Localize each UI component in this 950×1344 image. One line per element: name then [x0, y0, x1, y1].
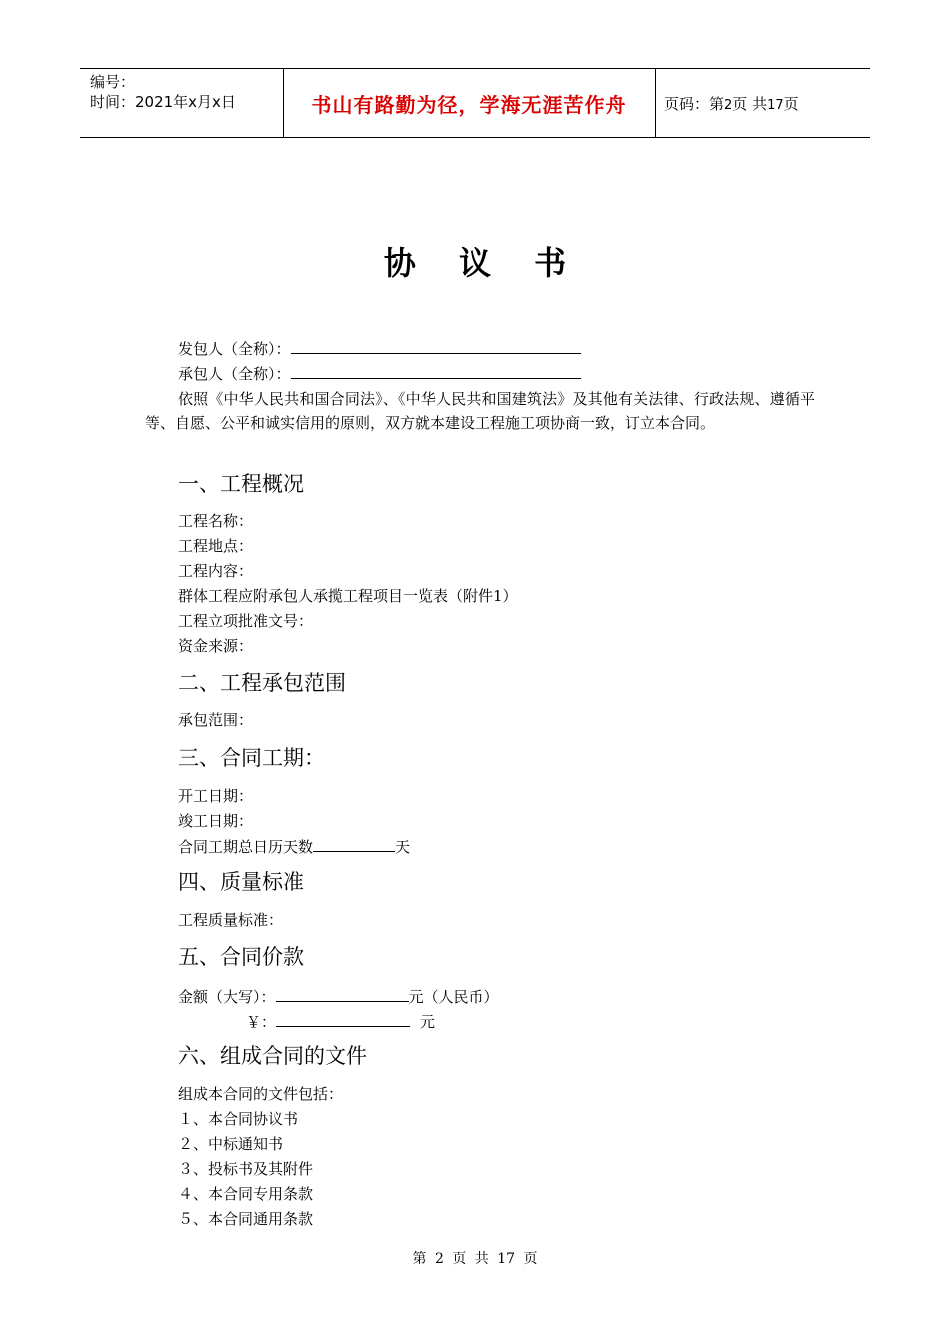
- yen-label: ￥：: [246, 1013, 277, 1031]
- intro-paragraph: 依照《中华人民共和国合同法》、《中华人民共和国建筑法》及其他有关法律、行政法规、遵循平等、自愿、公平和诚实信用的原则，双方就本建设工程施工项协商一致，订立本合同。: [145, 390, 815, 432]
- page-footer: 第 2 页 共 17 页: [412, 1251, 538, 1267]
- contractor-blank: [291, 362, 581, 379]
- field-line: 工程地点：: [178, 537, 254, 555]
- employer-line: [178, 337, 581, 359]
- page-mid: 页 共: [732, 95, 768, 113]
- duration-line: [178, 835, 410, 857]
- yen-line: [246, 1010, 435, 1032]
- yen-unit: 元: [420, 1013, 436, 1031]
- duration-label: 合同工期总日历天数: [178, 838, 314, 856]
- header-meta: [90, 72, 236, 112]
- page-total: 17: [767, 98, 784, 113]
- contractor-label: 承包人（全称）：: [178, 365, 291, 383]
- field-line: 群体工程应附承包人承揽工程项目一览表（附件1）: [178, 587, 518, 605]
- field-line: 组成本合同的文件包括：: [178, 1085, 344, 1103]
- section-heading: 二、工程承包范围: [178, 671, 346, 695]
- header-divider: [655, 69, 656, 137]
- section-heading: 三、合同工期：: [178, 746, 325, 770]
- amount-line: [178, 985, 499, 1007]
- duration-unit: 天: [395, 838, 411, 856]
- employer-blank: [291, 337, 581, 354]
- doc-time-label: 时间：2021年x月x日: [90, 93, 236, 111]
- employer-label: 发包人（全称）：: [178, 340, 291, 358]
- field-line: 开工日期：: [178, 787, 254, 805]
- section-heading: 六、组成合同的文件: [178, 1044, 367, 1068]
- field-line: 工程质量标准：: [178, 911, 284, 929]
- field-line: 工程立项批准文号：: [178, 612, 314, 630]
- doc-number-label: 编号：: [90, 73, 136, 91]
- header-motto: 书山有路勤为径，学海无涯苦作舟: [311, 92, 627, 117]
- field-line: 工程名称：: [178, 512, 254, 530]
- section-heading: 一、工程概况: [178, 472, 304, 496]
- page-suffix: 页: [783, 95, 799, 113]
- field-line: 承包范围：: [178, 711, 254, 729]
- page-prefix: 页码：第: [664, 95, 725, 113]
- amount-unit: 元（人民币）: [408, 988, 499, 1006]
- list-item: １、本合同协议书: [178, 1110, 299, 1128]
- contractor-line: [178, 362, 581, 384]
- field-line: 资金来源：: [178, 637, 254, 655]
- list-item: ５、本合同通用条款: [178, 1210, 314, 1228]
- amount-label: 金额（大写）：: [178, 988, 276, 1006]
- amount-blank: [276, 985, 409, 1002]
- page-header: [80, 68, 870, 138]
- document-title: 协 议 书: [383, 244, 583, 282]
- page-current: 2: [724, 98, 733, 113]
- yen-blank: [276, 1010, 410, 1027]
- list-item: ３、投标书及其附件: [178, 1160, 314, 1178]
- section-heading: 五、合同价款: [178, 945, 304, 969]
- list-item: ２、中标通知书: [178, 1135, 284, 1153]
- list-item: ４、本合同专用条款: [178, 1185, 314, 1203]
- section-heading: 四、质量标准: [178, 870, 304, 894]
- duration-blank: [313, 835, 395, 852]
- field-line: 工程内容：: [178, 562, 254, 580]
- header-page-number: [664, 93, 799, 114]
- field-line: 竣工日期：: [178, 812, 254, 830]
